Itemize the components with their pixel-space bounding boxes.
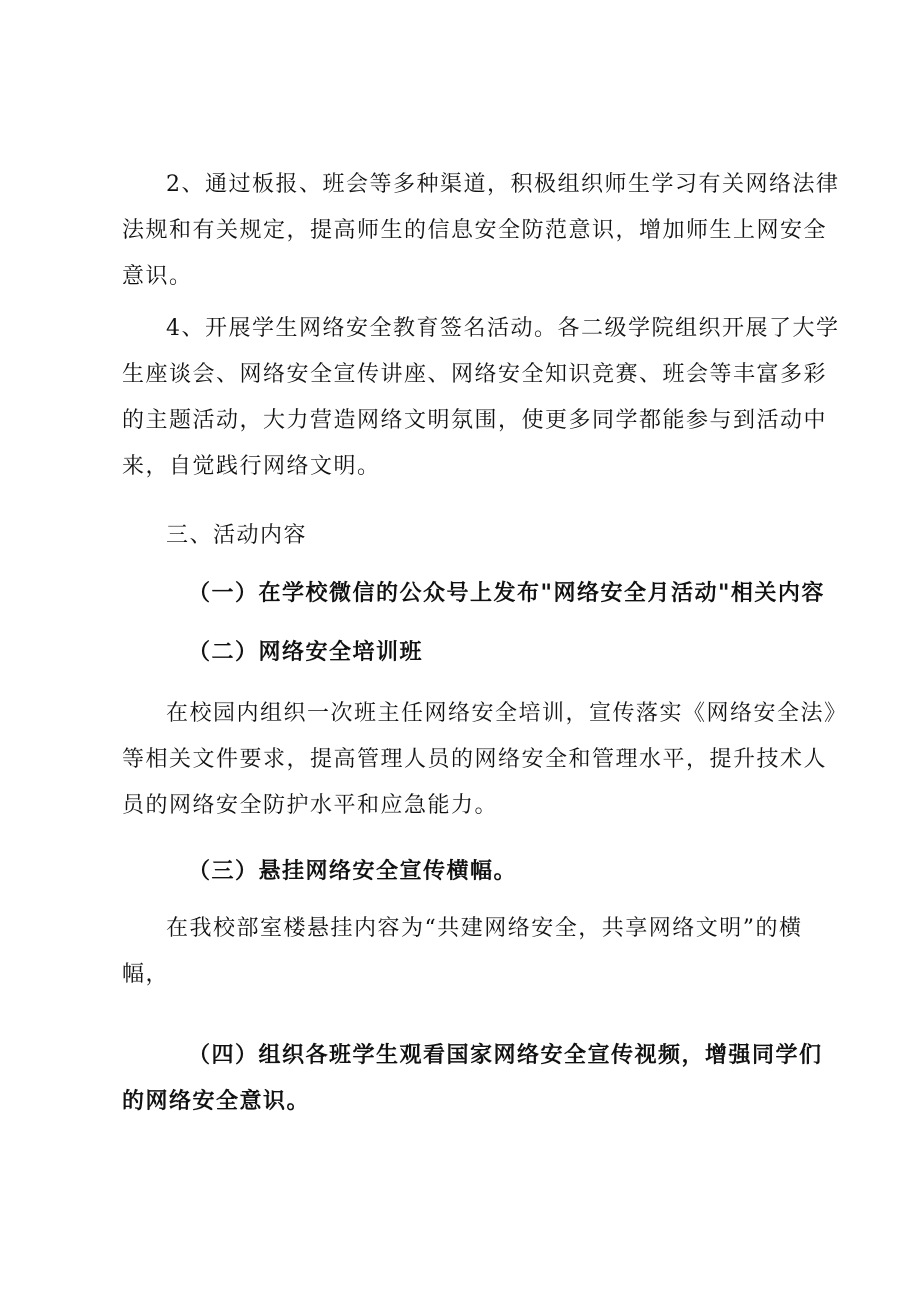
- paragraph-line: 4、开展学生网络安全教育签名活动。各二级学院组织开展了大学: [166, 316, 840, 341]
- item-heading-two: （二）网络安全培训班: [188, 639, 424, 665]
- item-two-body: [122, 691, 848, 829]
- paragraph-line: 2、通过板报、班会等多种渠道，积极组织师生学习有关网络法律: [166, 172, 840, 197]
- paragraph-item-2: [122, 162, 840, 300]
- item-four: [122, 1032, 822, 1124]
- paragraph-line: 等相关文件要求，提高管理人员的网络安全和管理水平，提升技术人: [122, 747, 828, 772]
- paragraph-line: 来，自觉践行网络文明。: [122, 454, 381, 479]
- item-three-body: [122, 906, 822, 998]
- section-heading-activity-content: 三、活动内容: [166, 523, 308, 548]
- paragraph-line: 意识。: [122, 264, 193, 289]
- paragraph-line: 幅，: [122, 962, 170, 987]
- item-heading-three: （三）悬挂网络安全宣传横幅。: [188, 858, 518, 884]
- paragraph-line: 的主题活动，大力营造网络文明氛围，使更多同学都能参与到活动中: [122, 408, 828, 433]
- paragraph-line: 生座谈会、网络安全宣传讲座、网络安全知识竞赛、班会等丰富多彩: [122, 362, 828, 387]
- paragraph-item-4: [122, 306, 840, 490]
- paragraph-line: 在校园内组织一次班主任网络安全培训，宣传落实《网络安全法》: [166, 701, 848, 726]
- paragraph-line: 在我校部室楼悬挂内容为“共建网络安全，共享网络文明”的横: [166, 916, 803, 941]
- paragraph-line: 的网络安全意识。: [122, 1088, 311, 1114]
- paragraph-line: 法规和有关规定，提高师生的信息安全防范意识，增加师生上网安全: [122, 218, 828, 243]
- item-heading-one: （一）在学校微信的公众号上发布"网络安全月活动"相关内容: [188, 580, 825, 606]
- paragraph-line: （四）组织各班学生观看国家网络安全宣传视频，增强同学们: [188, 1042, 823, 1068]
- paragraph-line: 员的网络安全防护水平和应急能力。: [122, 793, 499, 818]
